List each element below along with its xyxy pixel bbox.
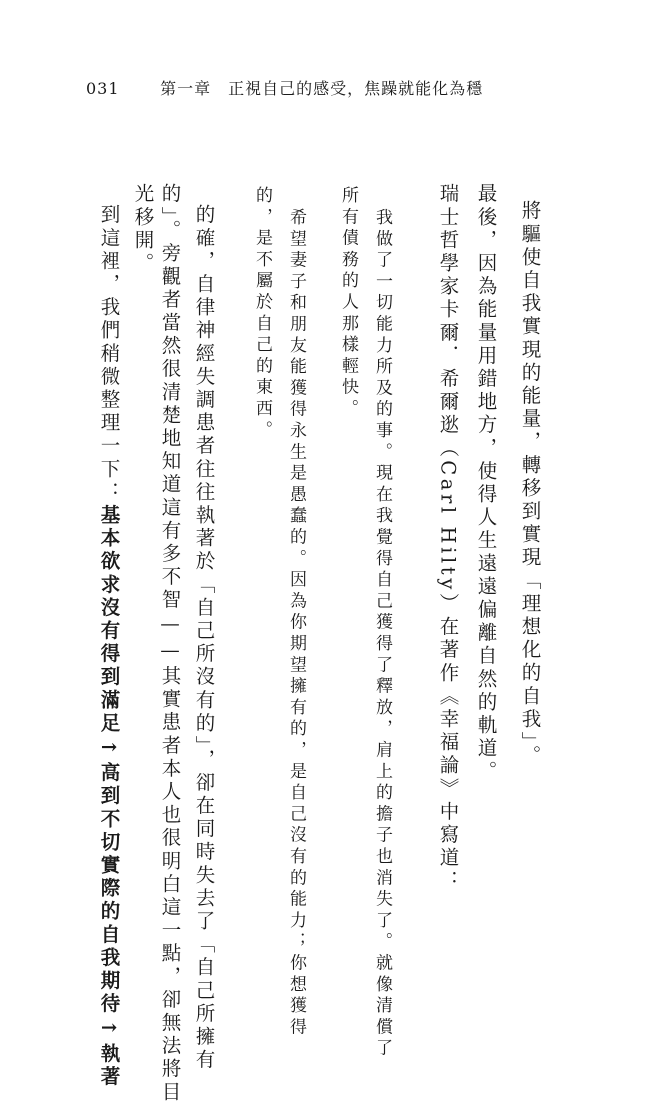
page-number: 031 (86, 79, 120, 98)
text-column-4: 的確，自律神經失調患者往往執著於「自己所沒有的」，卻在同時失去了「自己所擁有 (192, 204, 216, 1073)
text-column-6: 光移開。 (131, 183, 155, 276)
running-header (86, 76, 483, 99)
text-column-3-part-1: 瑞士哲學家卡爾．希爾逖 (436, 183, 460, 438)
text-column-2: 最後，因為能量用錯地方，使得人生遠遠偏離自然的軌道。 (474, 183, 498, 784)
quote-column-1: 我做了一切能力所及的事。現在我覺得自己獲得了釋放，肩上的擔子也消失了。就像清償了 (372, 208, 392, 1060)
quote-column-4: 的，是不屬於自己的東西。 (252, 186, 272, 442)
text-column-7 (99, 204, 119, 1089)
text-column-3-part-2: 在著作《幸福論》中寫道： (436, 615, 460, 894)
author-latin-name: （Carl Hilty） (436, 437, 460, 616)
text-column-3 (438, 183, 458, 893)
quote-column-2: 所有債務的人那樣輕快。 (338, 186, 358, 421)
running-title: 第一章 正視自己的感受，焦躁就能化為穩 (160, 79, 484, 98)
text-column-5: 的」。旁觀者當然很清楚地知道這有多不智——其實患者本人也很明白這一點，卻無法將目 (158, 183, 182, 1104)
text-column-1: 將驅使自我實現的能量，轉移到實現「理想化的自我」。 (518, 200, 542, 768)
summary-chain-bold: 基本欲求沒有得到滿足→高到不切實際的自我期待→執著 (97, 504, 121, 1089)
text-column-7-part-1: 到這裡，我們稍微整理一下： (97, 204, 121, 505)
quote-column-3: 希望妻子和朋友能獲得永生是愚蠢的。因為你期望擁有的，是自己沒有的能力；你想獲得 (286, 208, 306, 1039)
